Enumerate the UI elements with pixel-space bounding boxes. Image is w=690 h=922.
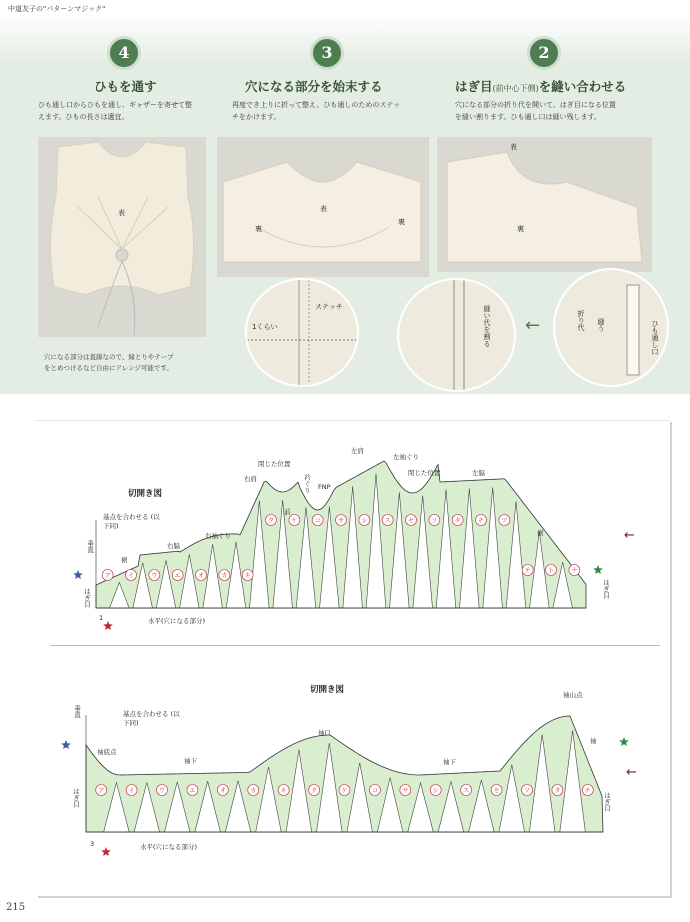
bodice-piece-5: オ [197, 572, 205, 580]
p3-back-label: 裏 [255, 225, 262, 233]
p2-top-label: 表 [510, 143, 517, 151]
p4-front-label: 表 [118, 209, 125, 217]
step-4-badge: 4 [107, 36, 141, 70]
bodice-piece-18: ツ [501, 517, 508, 525]
sleeve-piece-6: カ [250, 787, 257, 795]
p3-size-label: 1くらい [252, 323, 278, 331]
bodice-piece-6: カ [221, 572, 228, 580]
sleeve-piece-16: タ [554, 787, 561, 795]
label-base-2: 基点を合わせる (以下同) [123, 710, 180, 727]
label-fnp: FNP [318, 483, 331, 491]
bodice-piece-4: エ [174, 572, 181, 580]
step-2-badge: 2 [527, 36, 561, 70]
label-right-side: 右脇 [167, 542, 180, 550]
bodice-piece-15: ソ [431, 517, 438, 525]
label-cap-top: 袖山点 [563, 691, 583, 699]
star-green-icon-2 [619, 737, 629, 746]
step-3-badge: 3 [310, 36, 344, 70]
sleeve-piece-15: ソ [523, 787, 530, 795]
step-4-title: ひもを通す [94, 79, 157, 94]
star-blue-icon-2 [61, 740, 71, 749]
label-seam-right-1: はぎ目 [602, 579, 610, 599]
label-closed-position-1: 閉じた位置 [258, 460, 291, 468]
bodice-piece-21: ナ [571, 567, 578, 575]
label-seam-right-2: はぎ目 [603, 792, 611, 812]
sleeve-piece-8: ク [311, 787, 318, 795]
arrow-left-icon-1: ← [624, 528, 635, 543]
bodice-piece-12: シ [361, 517, 368, 525]
star-red-icon-2 [101, 847, 111, 856]
p4-caption: 穴になる部分は直線なので、縁とりやテープ をとめつけるなど自由にアレンジ可能です。 [44, 353, 174, 372]
running-header: 中道友子の"パターンマジック" [8, 5, 106, 13]
label-horizontal-2: 水平(穴になる部分) [140, 843, 198, 851]
bodice-piece-17: チ [477, 517, 485, 525]
sleeve-piece-13: ス [463, 787, 470, 795]
label-left-side: 左脇 [472, 469, 485, 477]
label-one: 1 [99, 614, 104, 622]
sleeve-piece-9: ケ [341, 787, 348, 795]
bodice-piece-2: イ [127, 572, 135, 580]
sleeve-piece-3: ウ [159, 787, 166, 795]
p2-hole-label: ひも通し口 [651, 320, 659, 355]
p3-back-label-2: 裏 [398, 218, 405, 226]
label-neckline: 衿ぐり [303, 474, 311, 494]
p2-open-label: 縫い代を割る [483, 305, 491, 347]
label-right-armhole: 右袖ぐり [205, 532, 231, 540]
sleeve-piece-14: セ [493, 787, 500, 795]
label-base-1: 基点を合わせる (以下同) [103, 513, 160, 530]
bodice-piece-10: コ [314, 517, 321, 525]
label-left-shoulder: 左肩 [351, 447, 364, 455]
step-3-text: 再度でき上りに折って整え、ひも通しのためのステッ チをかけます。 [232, 101, 401, 121]
p2-back-label: 裏 [517, 225, 524, 233]
bodice-piece-7: キ [244, 572, 251, 580]
sleeve-piece-12: シ [432, 787, 439, 795]
label-underarm-right: 袖下 [443, 758, 456, 766]
star-red-icon-1 [103, 621, 113, 630]
label-hem-left: 裾 [121, 556, 128, 564]
bodice-piece-3: ウ [151, 572, 158, 580]
label-hem-right: 裾 [537, 529, 544, 537]
sleeve-piece-2: イ [128, 787, 135, 795]
star-blue-icon-1 [73, 570, 83, 579]
label-left-armhole: 左袖ぐり [393, 453, 419, 461]
sleeve-piece-5: オ [219, 787, 226, 795]
arrow-left-icon-2: ← [626, 765, 637, 780]
sleeve-outline [86, 716, 603, 832]
bodice-piece-13: ス [384, 517, 391, 525]
star-green-icon-1 [593, 565, 603, 574]
bodice-piece-8: ク [267, 517, 275, 525]
sleeve-piece-11: サ [402, 787, 409, 795]
label-base-point: 袖底点 [97, 748, 117, 756]
p2-fold-label: 折り代 [577, 310, 585, 331]
diagram-1-title: 切開き図 [128, 489, 163, 499]
bodice-piece-1: ア [104, 572, 111, 580]
label-three: 3 [90, 840, 95, 848]
p3-front-label: 表 [320, 205, 327, 213]
bodice-piece-11: サ [337, 517, 345, 525]
bodice-piece-20: ト [547, 567, 555, 575]
sleeve-piece-1: ア [98, 787, 105, 795]
label-sleeve: 袖 [590, 737, 597, 745]
step-3-title: 穴になる部分を始末する [245, 79, 383, 94]
sleeve-piece-4: エ [189, 787, 196, 795]
step-4-text: ひも通し口からひもを通し、ギャザーを寄せて整 えます。ひもの長さは適宜。 [38, 101, 192, 121]
label-cuff: 袖口 [318, 729, 331, 737]
label-horizontal-1: 水平(穴になる部分) [148, 617, 206, 625]
label-closed-position-2: 閉じた位置 [408, 469, 441, 477]
sleeve-piece-10: コ [371, 787, 378, 795]
bodice-piece-16: タ [454, 517, 461, 525]
p3-stitch-label: ステッチ [315, 303, 343, 311]
arrow-left-icon: ← [525, 315, 541, 336]
page-number: 215 [6, 902, 26, 913]
step-2-title: はぎ目(前中心下側)を縫い合わせる [455, 79, 627, 94]
sleeve-piece-17: チ [584, 787, 591, 795]
label-front: 前 [284, 508, 291, 516]
diagram-2-title: 切開き図 [310, 685, 345, 695]
label-seam-left-1: はぎ目 [83, 588, 91, 608]
label-vertical-2: 垂直 [73, 705, 81, 718]
label-vertical-1: 垂直 [86, 540, 94, 553]
label-right-shoulder: 右肩 [244, 475, 257, 483]
bodice-piece-19: テ [524, 567, 531, 575]
label-seam-left-2: はぎ目 [72, 788, 80, 808]
sleeve-piece-7: キ [280, 787, 287, 795]
bodice-piece-9: ケ [291, 517, 298, 525]
p2-sew-label: 縫う [597, 318, 605, 332]
label-underarm-left: 袖下 [184, 757, 197, 765]
step-2-text: 穴になる部分の折り代を開いて、はぎ目になる位置 を縫い割ります。ひも通し口は縫い残します。 [455, 101, 616, 121]
bodice-piece-14: セ [407, 517, 415, 525]
